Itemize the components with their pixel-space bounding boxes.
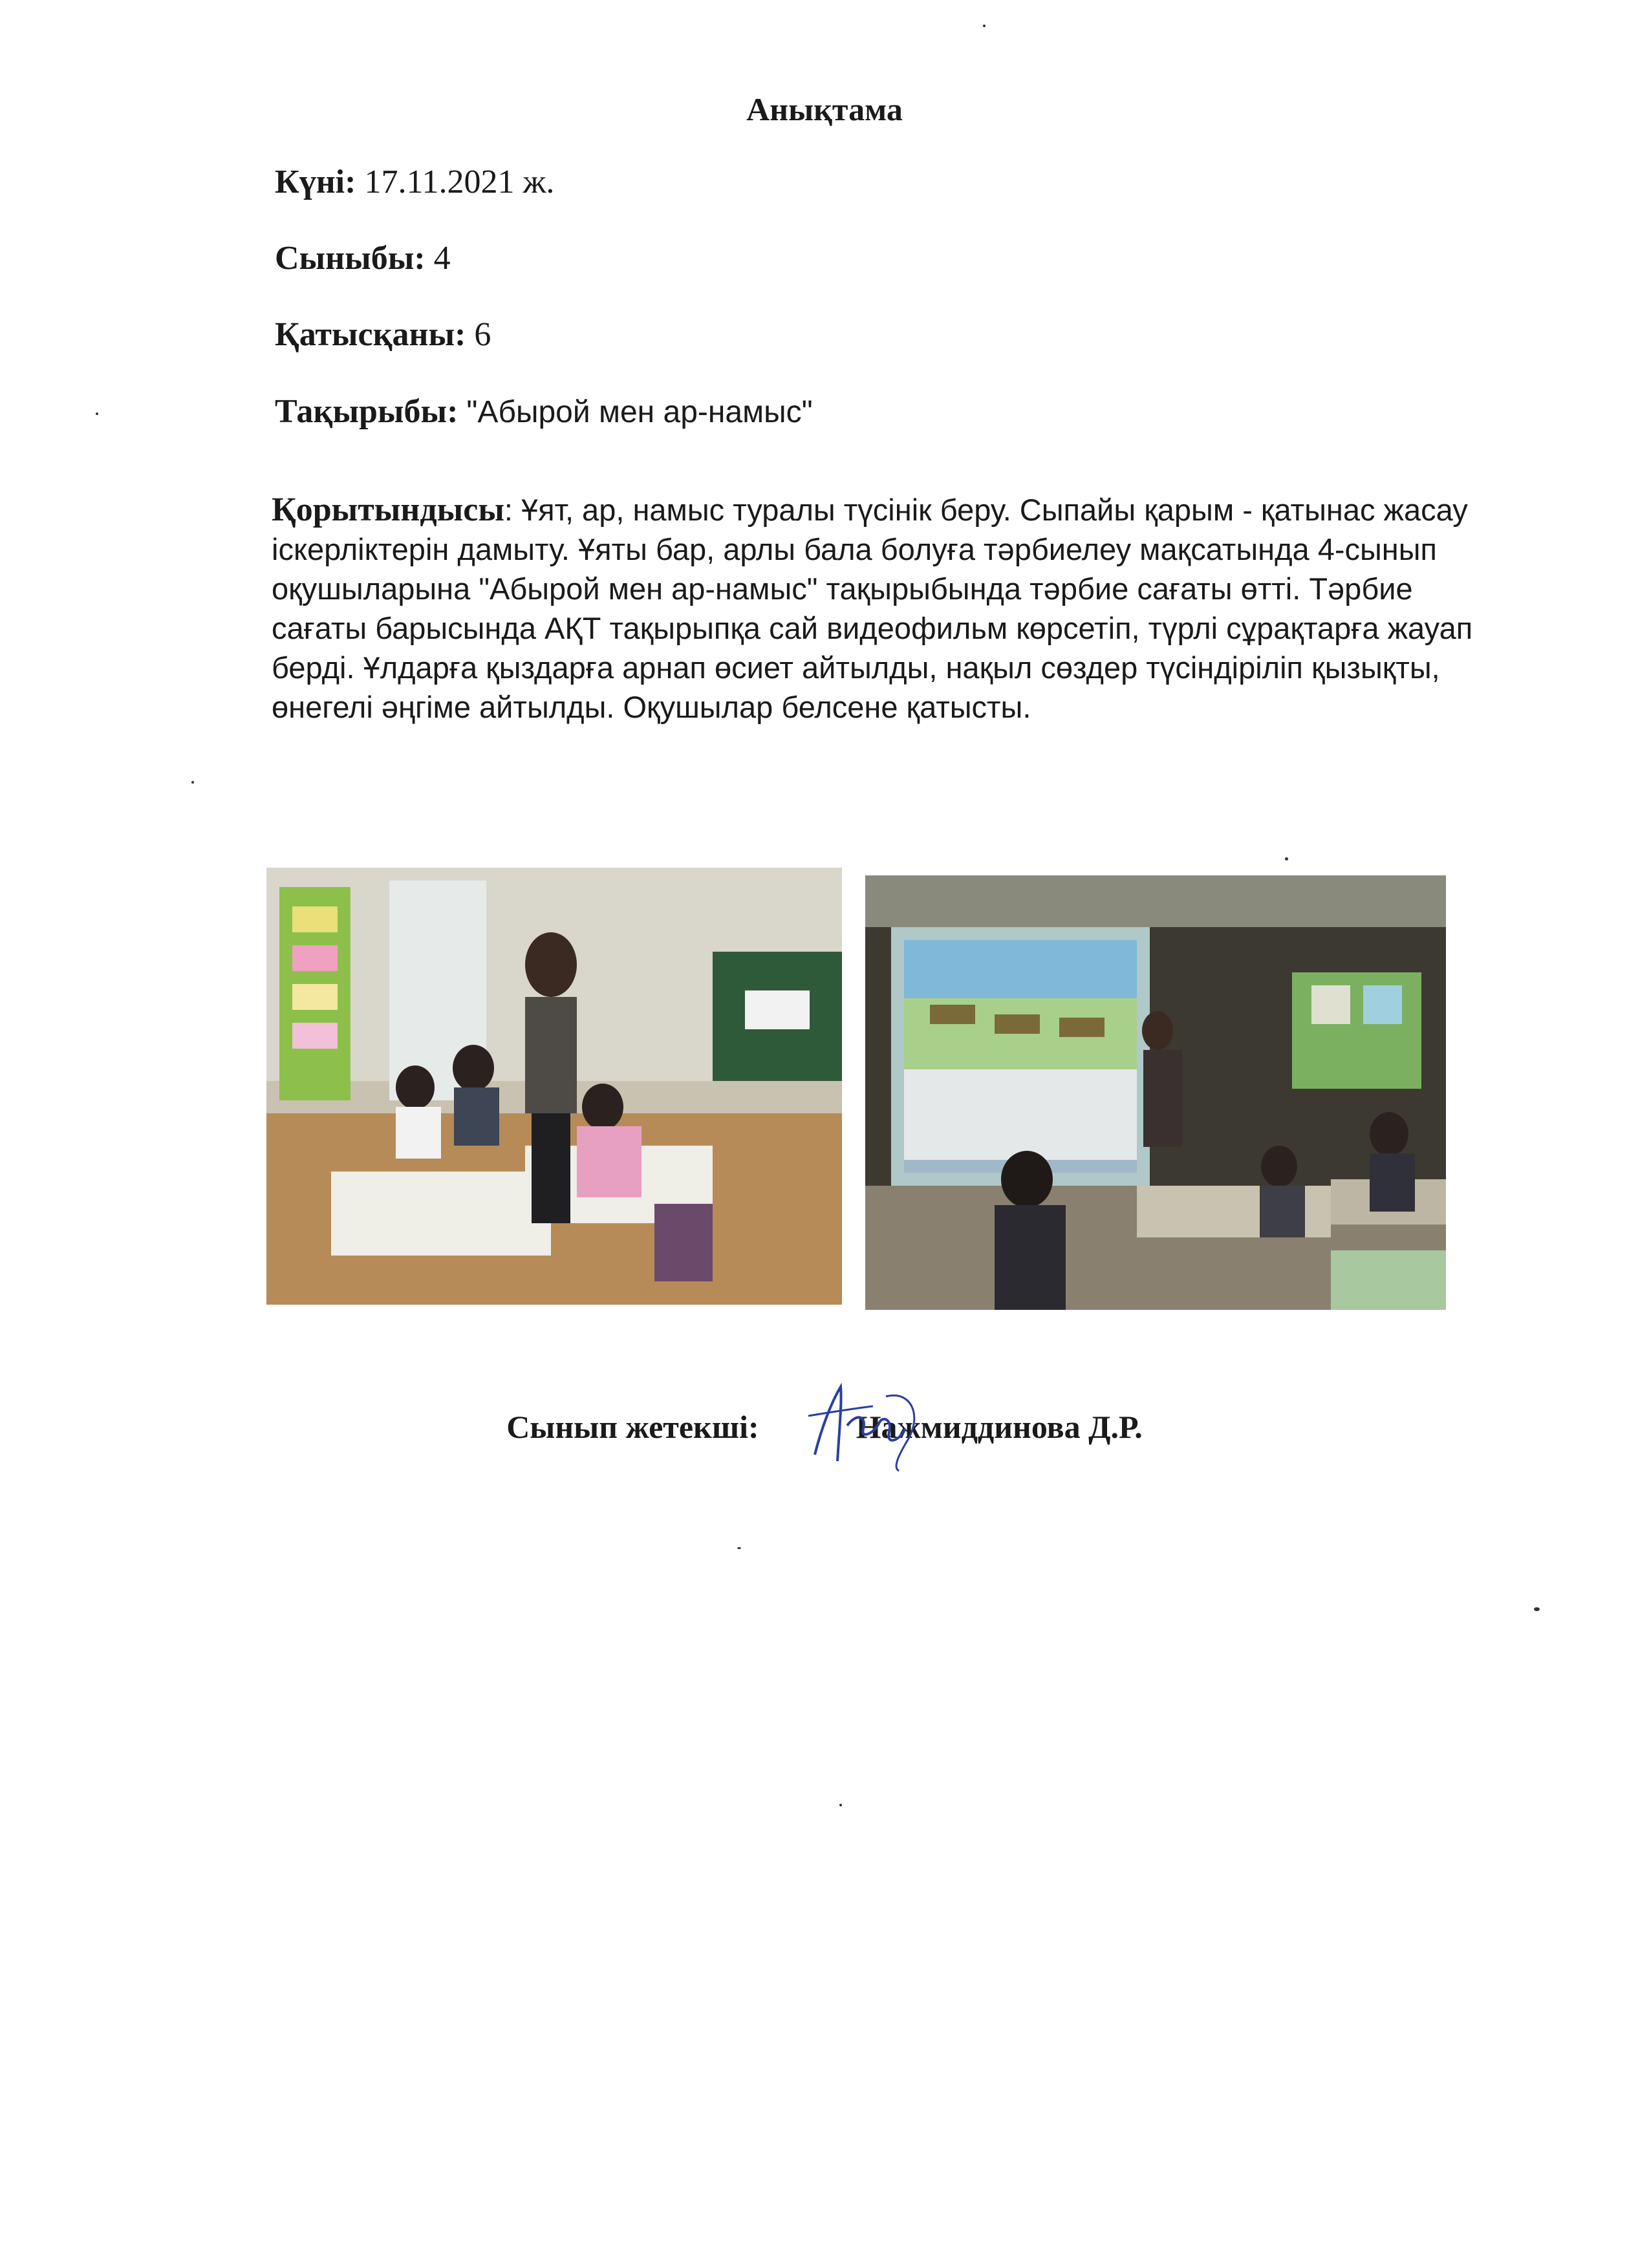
scan-speck: [839, 1804, 842, 1806]
scan-speck: [191, 781, 194, 784]
scan-speck: [1285, 857, 1288, 861]
conclusion-text: : Ұят, ар, намыс туралы түсінік беру. Сыпайы қарым - қатынас жасау іскерліктерін дамыту. Ұяты бар, арлы бала болуға тәрбиелеу мақсатында 4-сынып оқушыларына "Абырой мен ар-намыс" тақырыбында тәрбие сағаты өтті. Тәрбие сағаты барысында АҚТ тақырыпқа сай видеофильм көрсетіп, түрлі сұрақтарға жауап берді. Ұлдарға қыздарға арнап өсиет айтылды, нақыл сөздер түсіндіріліп қызықты, өнегелі әңгіме айтылды. Оқушылар белсене қатысты.: [272, 493, 1473, 724]
grade-field: [275, 239, 451, 278]
scan-speck: [983, 25, 986, 27]
handwritten-signature: [802, 1377, 925, 1474]
date-label: Күні:: [275, 164, 356, 200]
conclusion-label: Қорытындысы: [272, 491, 504, 528]
topic-label: Тақырыбы:: [275, 393, 458, 430]
attended-label: Қатысқаны:: [275, 316, 466, 353]
attended-field: [275, 316, 491, 354]
document-title: Анықтама: [746, 91, 903, 127]
topic-field: [275, 392, 813, 432]
attended-value: 6: [474, 316, 491, 353]
topic-value: "Абырой мен ар-намыс": [466, 395, 813, 429]
scan-speck: [96, 412, 98, 415]
date-field: [275, 163, 554, 202]
conclusion-paragraph: [272, 490, 1513, 727]
date-value: 17.11.2021 ж.: [364, 164, 555, 200]
scan-speck: [1534, 1607, 1540, 1611]
classroom-photo-right: [865, 875, 1446, 1310]
grade-label: Сыныбы:: [275, 240, 426, 277]
grade-value: 4: [433, 240, 451, 277]
signature-label: Сынып жетекші:: [506, 1409, 759, 1445]
classroom-photo-left: [266, 868, 842, 1305]
scan-speck: [737, 1547, 741, 1549]
signature-name: Нажмиддинова Д.Р.: [856, 1409, 1143, 1445]
